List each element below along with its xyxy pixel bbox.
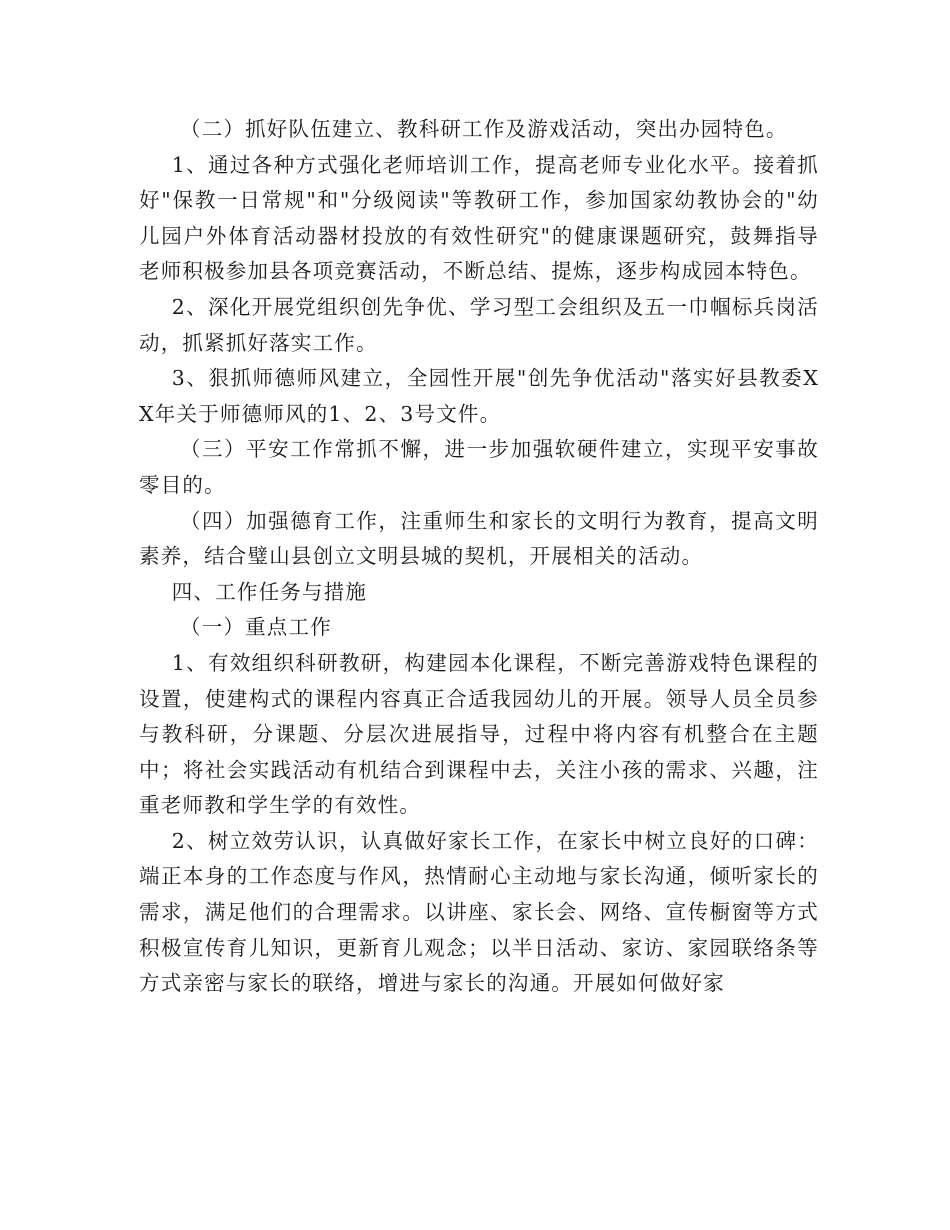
paragraph-section-2-heading: （二）抓好队伍建立、教科研工作及游戏活动，突出办园特色。: [180, 117, 788, 141]
heading-key-work: （一）重点工作: [180, 615, 332, 640]
paragraph-teacher-training: 1、通过各种方式强化老师培训工作，提高老师专业化水平。接着抓好"保教一日常规"和"分级阅读"等教研工作，参加国家幼教协会的"幼儿园户外体育活动器材投放的有效性研究"的健康课题研究，鼓舞指导老师积极参加县各项竞赛活动，不断总结、提炼，逐步构成园本特色。: [139, 152, 819, 284]
paragraph-section-3-safety: （三）平安工作常抓不懈，进一步加强软硬件建立，实现平安事故零目的。: [139, 437, 819, 497]
paragraph-section-4-moral-education: （四）加强德育工作，注重师生和家长的文明行为教育，提高文明素养，结合璧山县创立文明县城的契机，开展相关的活动。: [139, 508, 819, 569]
document-body: [139, 112, 819, 1002]
heading-tasks-and-measures: 四、工作任务与措施: [171, 579, 368, 604]
paragraph-teacher-ethics: 3、狠抓师德师风建立，全园性开展"创先争优活动"落实好县教委XX年关于师德师风的1、2、3号文件。: [139, 366, 819, 426]
paragraph-parent-service: 2、树立效劳认识，认真做好家长工作，在家长中树立良好的口碑：端正本身的工作态度与作风，热情耐心主动地与家长沟通，倾听家长的需求，满足他们的合理需求。以讲座、家长会、网络、宣传橱窗等方式积极宣传育儿知识，更新育儿观念；以半日活动、家访、家园联络条等方式亲密与家长的联络，增进与家长的沟通。开展如何做好家: [139, 828, 819, 996]
paragraph-party-organization: 2、深化开展党组织创先争优、学习型工会组织及五一巾帼标兵岗活动，抓紧抓好落实工作。: [139, 294, 819, 355]
paragraph-research-curriculum: 1、有效组织科研教研，构建园本化课程，不断完善游戏特色课程的设置，使建构式的课程内容真正合适我园幼儿的开展。领导人员全员参与教科研，分课题、分层次进展指导，过程中将内容有机整合在主题中；将社会实践活动有机结合到课程中去，关注小孩的需求、兴趣，注重老师教和学生学的有效性。: [139, 650, 819, 818]
